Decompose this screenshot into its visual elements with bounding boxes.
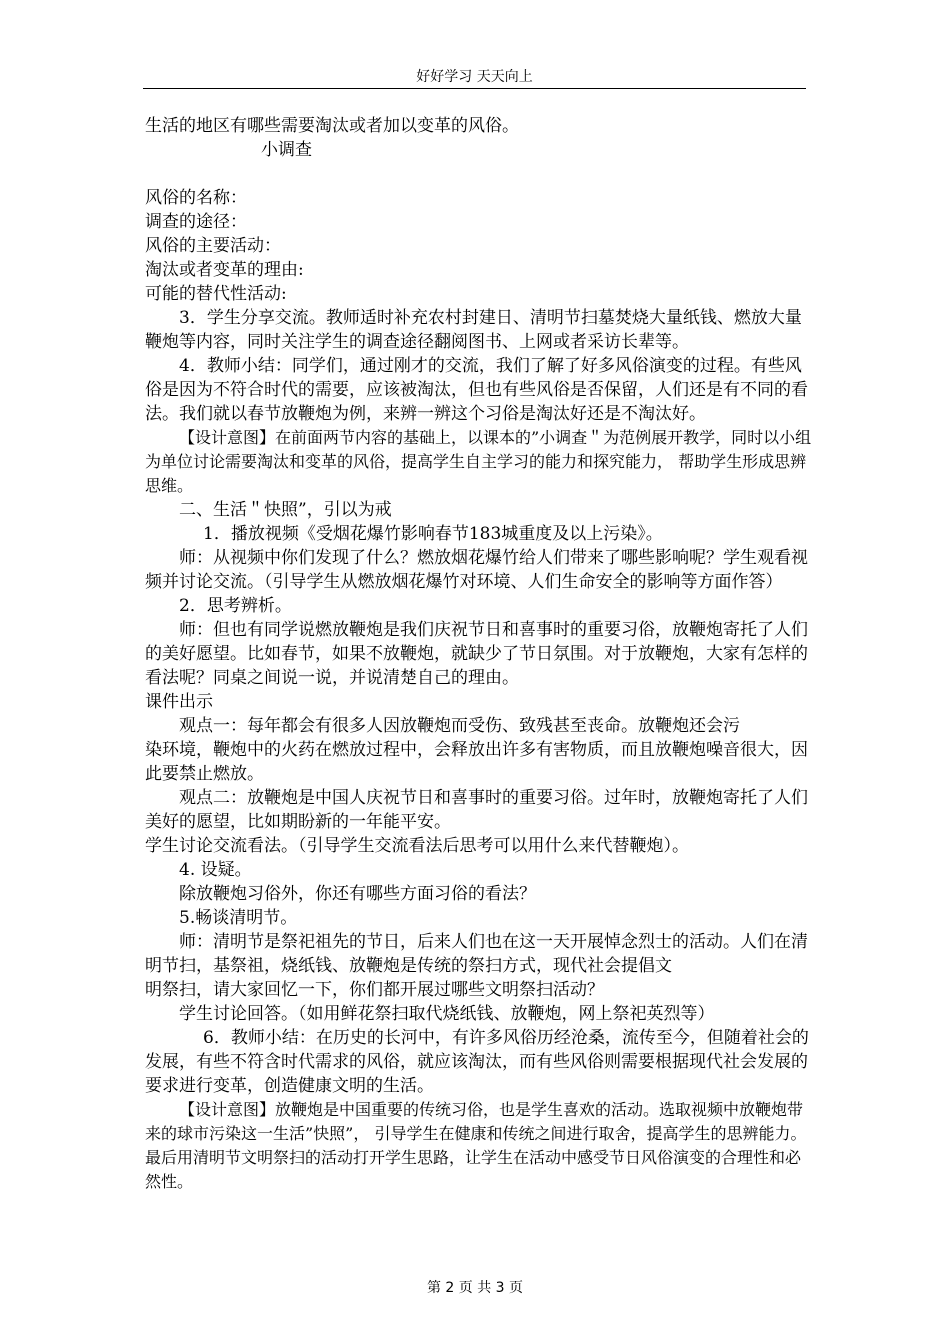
paragraph-student-discuss: 学生讨论交流看法。（引导学生交流看法后思考可以用什么来代替鞭炮）。	[145, 836, 689, 856]
paragraph-survey-intro: 生活的地区有哪些需要淘汰或者加以变革的风俗。	[145, 116, 519, 136]
design-intent-1: 【设计意图】在前面两节内容的基础上，以课本的”小调查＂为范例展开教学，同时以小组为单位讨论需要淘汰和变革的风俗，提高学生自主学习的能力和探究能力， 帮助学生形成思辨思维。	[145, 428, 812, 495]
document-body	[145, 114, 813, 1194]
viewpoint-two: 观点二：放鞭炮是中国人庆祝节日和喜事时的重要习俗。过年时，放鞭炮寄托了人们美好的愿望，比如期盼新的一年能平安。	[145, 788, 808, 832]
paragraph-civilized-sweep: 明祭扫，请大家回忆一下，你们都开展过哪些文明祭扫活动？	[145, 980, 604, 1000]
paragraph-doubt: 4. 设疑。	[179, 860, 252, 880]
paragraph-teacher-question: 师：从视频中你们发现了什么？燃放烟花爆竹给人们带来了哪些影响呢？学生观看视频并讨论交流。（引导学生从燃放烟花爆竹对环境、人们生命安全的影响等方面作答）	[145, 548, 808, 592]
page-header: 好好学习 天天向上	[416, 69, 533, 85]
paragraph-teacher-qingming: 师：清明节是祭祀祖先的节日，后来人们也在这一天开展悼念烈士的活动。人们在清明节扫，基祭祖，烧纸钱、放鞭炮是传统的祭扫方式，现代社会提倡文	[145, 932, 808, 976]
page-footer: 第 2 页 共 3 页	[426, 1280, 524, 1296]
paragraph-student-answer: 学生讨论回答。（如用鲜花祭扫取代烧纸钱、放鞭炮，网上祭祀英烈等）	[179, 1004, 715, 1024]
paragraph-courseware: 课件出示	[145, 692, 213, 712]
section-heading-2: 二、生活＂快照”，引以为戒	[179, 500, 392, 520]
paragraph-step-6: 6．教师小结：在历史的长河中，有许多风俗历经沧桑，流传至今，但随着社会的发展，有些不符含时代需求的风俗，就应该淘汰，而有些风俗则需要根据现代社会发展的要求进行变革，创造健康文明的生活。	[145, 1028, 809, 1096]
viewpoint-one-cont: 染环境，鞭炮中的火药在燃放过程中，会释放出许多有害物质，而且放鞭炮噪音很大，因此要禁止燃放。	[145, 740, 808, 784]
survey-field-activities: 风俗的主要活动：	[145, 236, 281, 256]
paragraph-step-3: 3．学生分享交流。教师适时补充农村封建日、清明节扫墓焚烧大量纸钱、燃放大量鞭炮等内容，同时关注学生的调查途径翻阅图书、上网或者采访长辈等。	[145, 308, 802, 352]
paragraph-think: 2．思考辨析。	[179, 596, 292, 616]
viewpoint-one: 观点一：每年都会有很多人因放鞭炮而受伤、致残甚至丧命。放鞭炮还会污	[179, 716, 740, 736]
header-divider	[143, 88, 806, 89]
paragraph-step-4: 4．教师小结：同学们，通过刚才的交流，我们了解了好多风俗演变的过程。有些风俗是因为不符合时代的需要，应该被淘汰，但也有些风俗是否保留，人们还是有不同的看法。我们就以春节放鞭炮为例，来辨一辨这个习俗是淘汰好还是不淘汰好。	[145, 356, 808, 424]
survey-field-reason: 淘汰或者变革的理由:	[145, 260, 304, 280]
survey-field-alternative: 可能的替代性活动:	[145, 284, 287, 304]
survey-field-method: 调查的途径：	[145, 212, 247, 232]
paragraph-teacher-discuss: 师：但也有同学说燃放鞭炮是我们庆祝节日和喜事时的重要习俗，放鞭炮寄托了人们的美好愿望。比如春节，如果不放鞭炮，就缺少了节日氛围。对于放鞭炮，大家有怎样的看法呢？同桌之间说一说，并说清楚自己的理由。	[145, 620, 808, 688]
paragraph-qingming: 5.畅谈清明节。	[179, 908, 298, 928]
design-intent-2: 【设计意图】放鞭炮是中国重要的传统习俗，也是学生喜欢的活动。选取视频中放鞭炮带来的球市污染这一生活”快照”， 引导学生在健康和传统之间进行取舍，提高学生的思辨能力。最后用清明节文明祭扫的活动打开学生思路，让学生在活动中感受节日风俗演变的合理性和必然性。	[145, 1100, 807, 1191]
paragraph-video: 1．播放视频《受烟花爆竹影响春节183城重度及以上污染》。	[203, 524, 663, 544]
paragraph-other-customs: 除放鞭炮习俗外，你还有哪些方面习俗的看法？	[179, 884, 536, 904]
survey-field-name: 风俗的名称：	[145, 188, 247, 208]
blank-line	[145, 162, 813, 186]
survey-title: 小调查	[261, 140, 312, 160]
